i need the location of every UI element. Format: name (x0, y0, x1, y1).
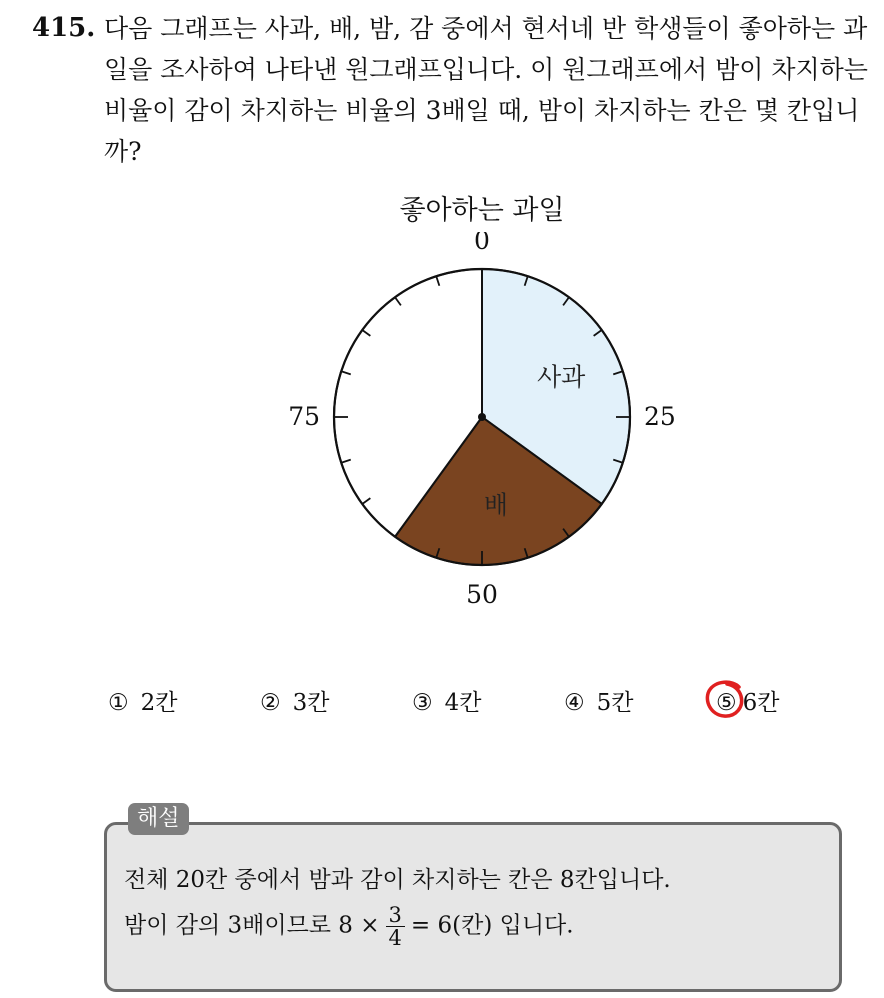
slice-label-2: 배 (483, 490, 508, 520)
choice-4[interactable]: ④ 5칸 (564, 690, 634, 716)
slice-label-1: 사과 (536, 362, 586, 392)
choice-3[interactable]: ③ 4칸 (412, 690, 482, 716)
solution-line-2: 밤이 감의 3배이므로 8 × $\frac{3}{4}$ = 6(칸) 입니다. (124, 903, 574, 950)
question-text: 다음 그래프는 사과, 배, 밤, 감 중에서 현서네 반 학생들이 좋아하는 과일을 조사하여 나타낸 원그래프입니다. 이 원그래프에서 밤이 차지하는 비율이 감이 차지하는 비율의 3배일 때, 밤이 차지하는 칸은 몇 칸입니까? (104, 14, 868, 166)
answer-circle-mark (703, 677, 747, 721)
question (32, 8, 872, 172)
choice-5[interactable]: ⑤ 6칸 (716, 690, 780, 716)
chart-title: 좋아하는 과일 (399, 195, 565, 226)
center-dot (478, 413, 486, 421)
fraction: $\frac{3}{4}$ (386, 904, 405, 949)
answer-choices (0, 684, 884, 724)
scale-label-0: 0 (474, 232, 490, 255)
choice-1[interactable]: ① 2칸 (108, 690, 178, 716)
question-number: 415. (32, 13, 96, 43)
pie-chart (282, 232, 682, 632)
scale-label-75: 75 (288, 402, 320, 431)
solution-line-1: 전체 20칸 중에서 밤과 감이 차지하는 칸은 8칸입니다. (124, 867, 671, 893)
scale-label-50: 50 (466, 580, 498, 609)
solution-tag: 해설 (128, 803, 189, 835)
scale-label-25: 25 (644, 402, 676, 431)
choice-2[interactable]: ② 3칸 (260, 690, 330, 716)
